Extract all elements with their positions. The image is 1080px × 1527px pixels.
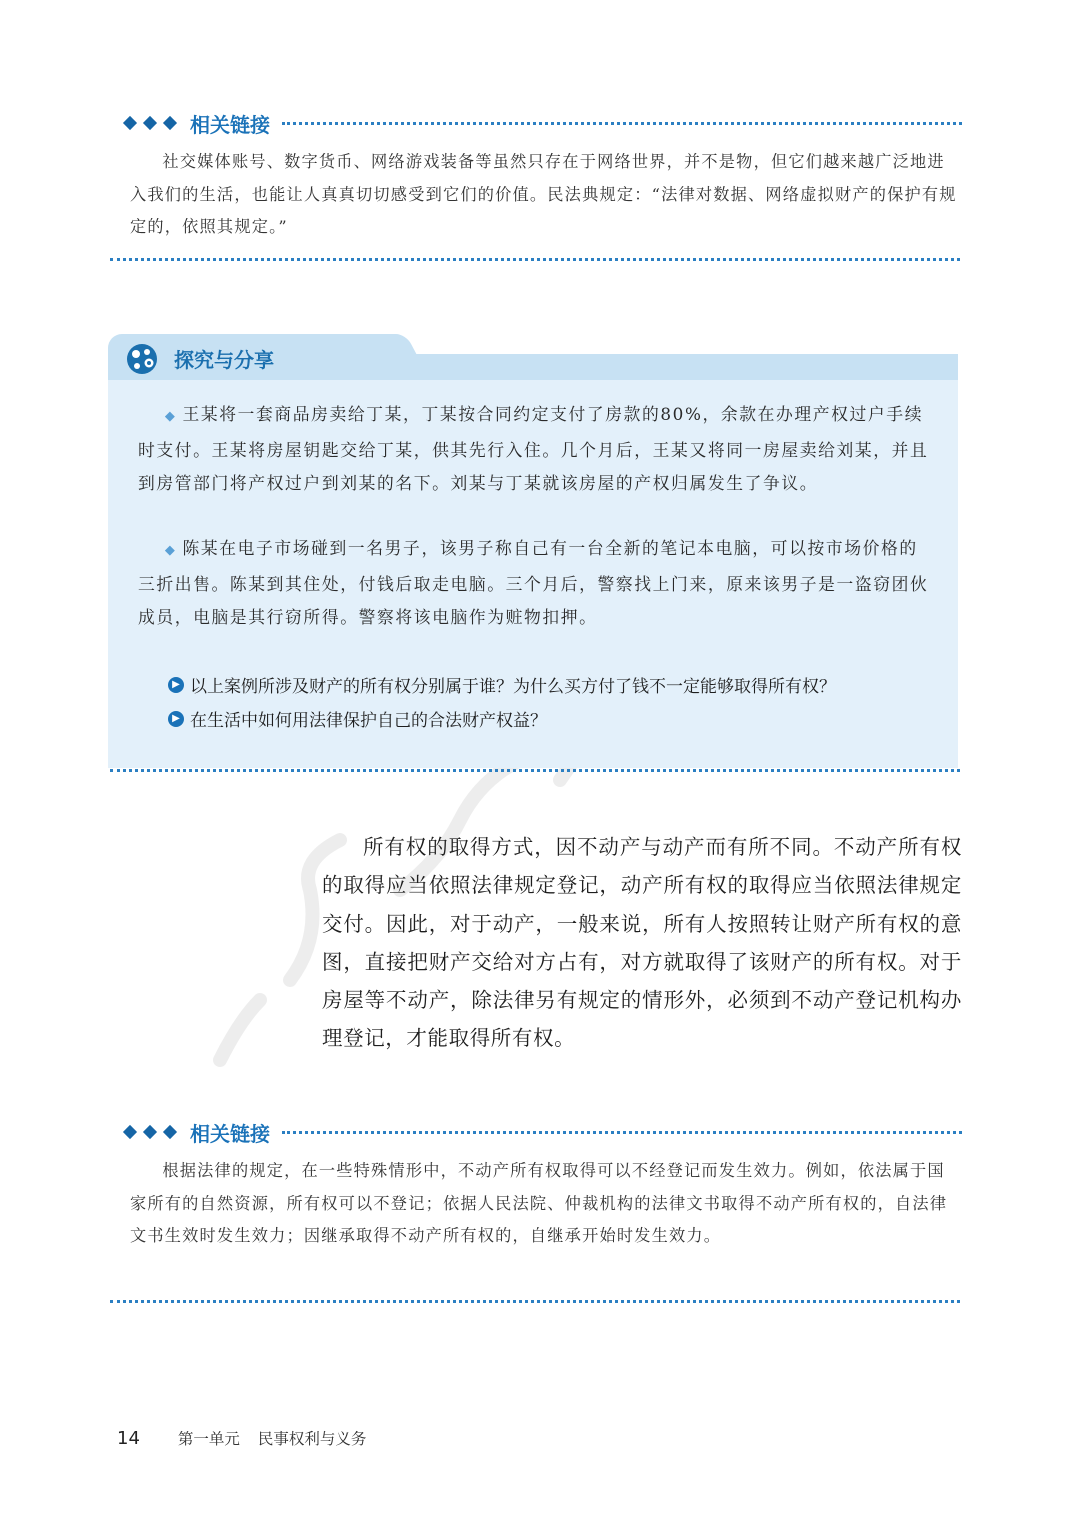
question-text-2: 在生活中如何用法律保护自己的合法财产权益？ [190,711,547,731]
case-text-1: 王某将一套商品房卖给丁某，丁某按合同约定支付了房款的80%，余款在办理产权过户手续时支付。王某将房屋钥匙交给丁某，供其先行入住。几个月后，王某又将同一房屋卖给刘某，并且到房管部门将产权过户到刘某的名下。刘某与丁某就该房屋的产权归属发生了争议。 [138,404,929,493]
diamond-icon [143,1125,157,1139]
diamond-icon [123,1125,137,1139]
dotted-divider [282,1131,962,1134]
related-link-header [122,108,962,138]
arrow-right-icon: ▶ [168,711,184,727]
related-link-paragraph: 根据法律的规定，在一些特殊情形中，不动产所有权取得可以不经登记而发生效力。例如，依法属于国家所有的自然资源，所有权可以不登记；依据人民法院、仲裁机构的法律文书取得不动产所有权的，自法律文书生效时发生效力；因继承取得不动产所有权的，自继承开始时发生效力。 [130,1161,948,1245]
question-2 [168,706,547,731]
question-1 [168,672,836,697]
main-paragraph: 所有权的取得方式，因不动产与动产而有所不同。不动产所有权的取得应当依照法律规定登记，动产所有权的取得应当依照法律规定交付。因此，对于动产，一般来说，所有人按照转让财产所有权的意图，直接把财产交给对方占有，对方就取得了该财产的所有权。对于房屋等不动产，除法律另有规定的情形外，必须到不动产登记机构办理登记，才能取得所有权。 [322,835,962,1051]
related-link-title: 相关链接 [190,112,270,137]
explore-share-box [108,334,958,768]
diamond-icons [122,1127,178,1137]
page-number: 14 [117,1428,140,1449]
case-paragraph-1 [138,398,934,501]
gear-puzzle-icon [124,341,160,377]
dotted-divider [110,769,960,772]
arrow-right-icon: ▶ [168,677,184,693]
related-link-box-2 [122,1117,962,1253]
unit-title: 民事权利与义务 [257,1430,367,1448]
unit-label: 第一单元 [177,1430,240,1448]
case-paragraph-2 [138,532,934,635]
bullet-diamond-icon: ◆ [164,543,177,558]
diamond-icon [163,116,177,130]
question-text-1: 以上案例所涉及财产的所有权分别属于谁？为什么买方付了钱不一定能够取得所有权？ [190,677,836,697]
dotted-divider [110,1300,960,1303]
related-link-title: 相关链接 [190,1121,270,1146]
dotted-divider [282,122,962,125]
diamond-icon [123,116,137,130]
related-link-paragraph: 社交媒体账号、数字货币、网络游戏装备等虽然只存在于网络世界，并不是物，但它们越来越广泛地进入我们的生活，也能让人真真切切感受到它们的价值。民法典规定：“法律对数据、网络虚拟财产的保护有规定的，依照其规定。” [130,152,957,236]
main-body-text [322,828,962,1058]
page-footer [117,1427,366,1449]
diamond-icon [163,1125,177,1139]
dotted-divider [110,258,960,261]
related-link-text [130,1155,962,1253]
related-link-box-1 [122,108,962,244]
related-link-text [130,146,962,244]
diamond-icons [122,118,178,128]
diamond-icon [143,116,157,130]
related-link-header [122,1117,962,1147]
explore-title: 探究与分享 [174,348,274,372]
case-text-2: 陈某在电子市场碰到一名男子，该男子称自己有一台全新的笔记本电脑，可以按市场价格的三折出售。陈某到其住处，付钱后取走电脑。三个月后，警察找上门来，原来该男子是一盗窃团伙成员，电脑是其行窃所得。警察将该电脑作为赃物扣押。 [138,538,929,627]
bullet-diamond-icon: ◆ [164,409,177,424]
